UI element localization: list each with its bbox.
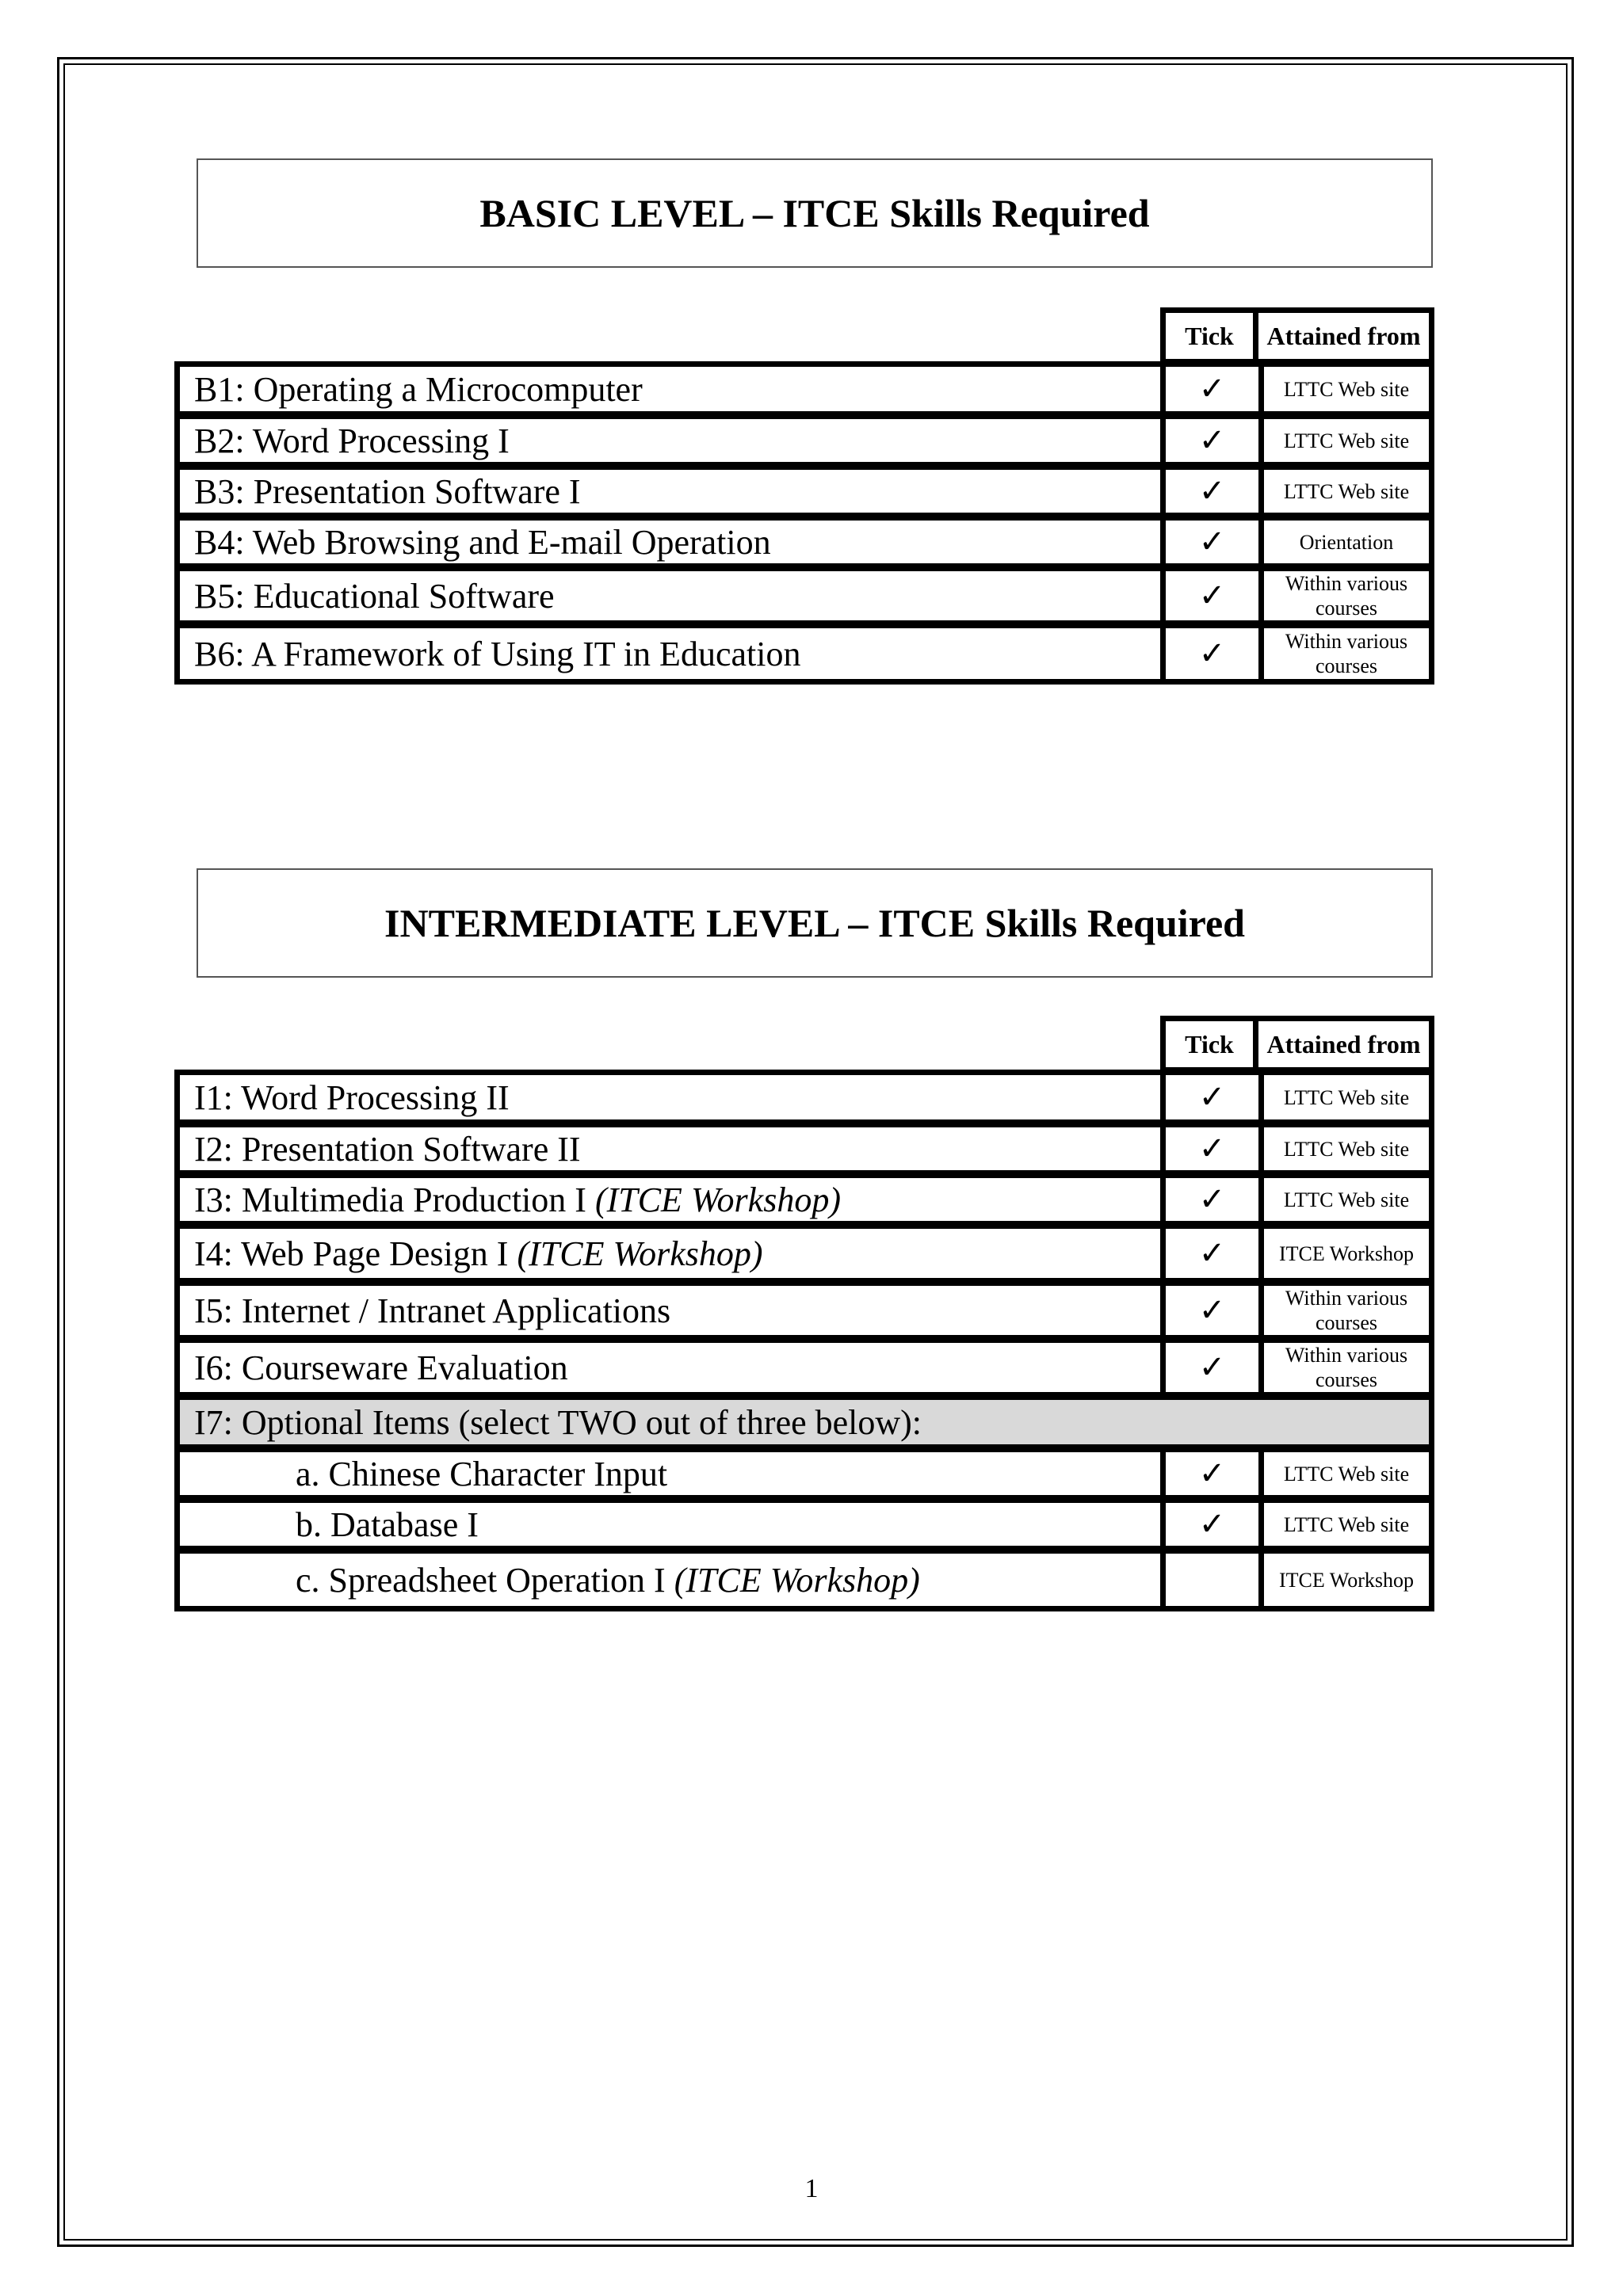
- empty-tick-cell: [1166, 1554, 1264, 1606]
- table-row: [174, 1341, 1434, 1398]
- skill-label: I6: Courseware Evaluation: [180, 1343, 1166, 1392]
- skill-label: B3: Presentation Software I: [180, 470, 1166, 513]
- workshop-note: (ITCE Workshop): [594, 1180, 841, 1219]
- intermediate-level-title: INTERMEDIATE LEVEL – ITCE Skills Required: [384, 901, 1245, 945]
- table-row: [174, 467, 1434, 518]
- table-row: [174, 1226, 1434, 1283]
- table-row: [174, 626, 1434, 685]
- skill-label: B5: Educational Software: [180, 571, 1166, 620]
- attained-from: Within various courses: [1285, 572, 1408, 620]
- table-row: [174, 1125, 1434, 1176]
- skill-label: a. Chinese Character Input: [180, 1452, 1166, 1495]
- check-icon: ✓: [1166, 1286, 1264, 1335]
- attained-from: LTTC Web site: [1283, 429, 1410, 452]
- attained-from: Orientation: [1299, 530, 1394, 554]
- skill-label: I2: Presentation Software II: [180, 1127, 1166, 1170]
- skill-label: B4: Web Browsing and E-mail Operation: [180, 521, 1166, 563]
- check-icon: ✓: [1166, 1503, 1264, 1546]
- skill-label: B6: A Framework of Using IT in Education: [180, 628, 1166, 679]
- check-icon: ✓: [1166, 571, 1264, 620]
- table-row: [174, 1283, 1434, 1341]
- table-row: [174, 417, 1434, 467]
- check-icon: ✓: [1166, 1229, 1264, 1278]
- table-row: [174, 518, 1434, 569]
- table-row: [174, 361, 1434, 417]
- basic-tick-header: Tick: [1160, 307, 1258, 364]
- basic-level-title-box: [197, 158, 1433, 268]
- page-number: 1: [804, 2174, 819, 2203]
- attained-from: Within various courses: [1285, 1287, 1408, 1334]
- intermediate-level-title-box: [197, 868, 1433, 978]
- skill-label: B1: Operating a Microcomputer: [180, 367, 1166, 411]
- attained-from: ITCE Workshop: [1278, 1568, 1415, 1592]
- optional-items-heading-row: [174, 1398, 1434, 1450]
- skill-label: I3: Multimedia Production I (ITCE Workshop): [180, 1178, 1166, 1221]
- skill-label: I4: Web Page Design I (ITCE Workshop): [180, 1229, 1166, 1278]
- attained-from: LTTC Web site: [1283, 377, 1410, 401]
- skill-label: b. Database I: [180, 1503, 1166, 1546]
- basic-attained-header: Attained from: [1258, 307, 1434, 364]
- check-icon: ✓: [1166, 367, 1264, 411]
- optional-items-heading: I7: Optional Items (select TWO out of three below):: [194, 1402, 922, 1442]
- table-row: [174, 1551, 1434, 1611]
- attained-from: LTTC Web site: [1283, 1085, 1410, 1109]
- check-icon: ✓: [1166, 628, 1264, 679]
- check-icon: ✓: [1166, 470, 1264, 513]
- check-icon: ✓: [1166, 1452, 1264, 1495]
- check-icon: ✓: [1166, 419, 1264, 462]
- check-icon: ✓: [1166, 1178, 1264, 1221]
- check-icon: ✓: [1166, 1127, 1264, 1170]
- attained-from: LTTC Web site: [1283, 479, 1410, 503]
- attained-from: Within various courses: [1285, 1344, 1408, 1391]
- intermediate-attained-header: Attained from: [1258, 1016, 1434, 1073]
- check-icon: ✓: [1166, 1075, 1264, 1119]
- attained-from: LTTC Web site: [1283, 1512, 1410, 1536]
- skill-label: c. Spreadsheet Operation I (ITCE Workshop): [180, 1554, 1166, 1606]
- table-row: [174, 1501, 1434, 1551]
- attained-from: LTTC Web site: [1283, 1188, 1410, 1211]
- workshop-note: (ITCE Workshop): [517, 1234, 763, 1273]
- basic-level-title: BASIC LEVEL – ITCE Skills Required: [479, 191, 1150, 235]
- workshop-note: (ITCE Workshop): [674, 1560, 920, 1600]
- attained-from: LTTC Web site: [1283, 1137, 1410, 1161]
- attained-from: ITCE Workshop: [1278, 1241, 1415, 1265]
- check-icon: ✓: [1166, 1343, 1264, 1392]
- table-row: [174, 1450, 1434, 1501]
- skill-label: B2: Word Processing I: [180, 419, 1166, 462]
- skill-label: I5: Internet / Intranet Applications: [180, 1286, 1166, 1335]
- table-row: [174, 1070, 1434, 1125]
- skill-label: I1: Word Processing II: [180, 1075, 1166, 1119]
- table-row: [174, 1176, 1434, 1226]
- attained-from: LTTC Web site: [1283, 1462, 1410, 1486]
- table-row: [174, 569, 1434, 626]
- check-icon: ✓: [1166, 521, 1264, 563]
- attained-from: Within various courses: [1285, 630, 1408, 677]
- intermediate-tick-header: Tick: [1160, 1016, 1258, 1073]
